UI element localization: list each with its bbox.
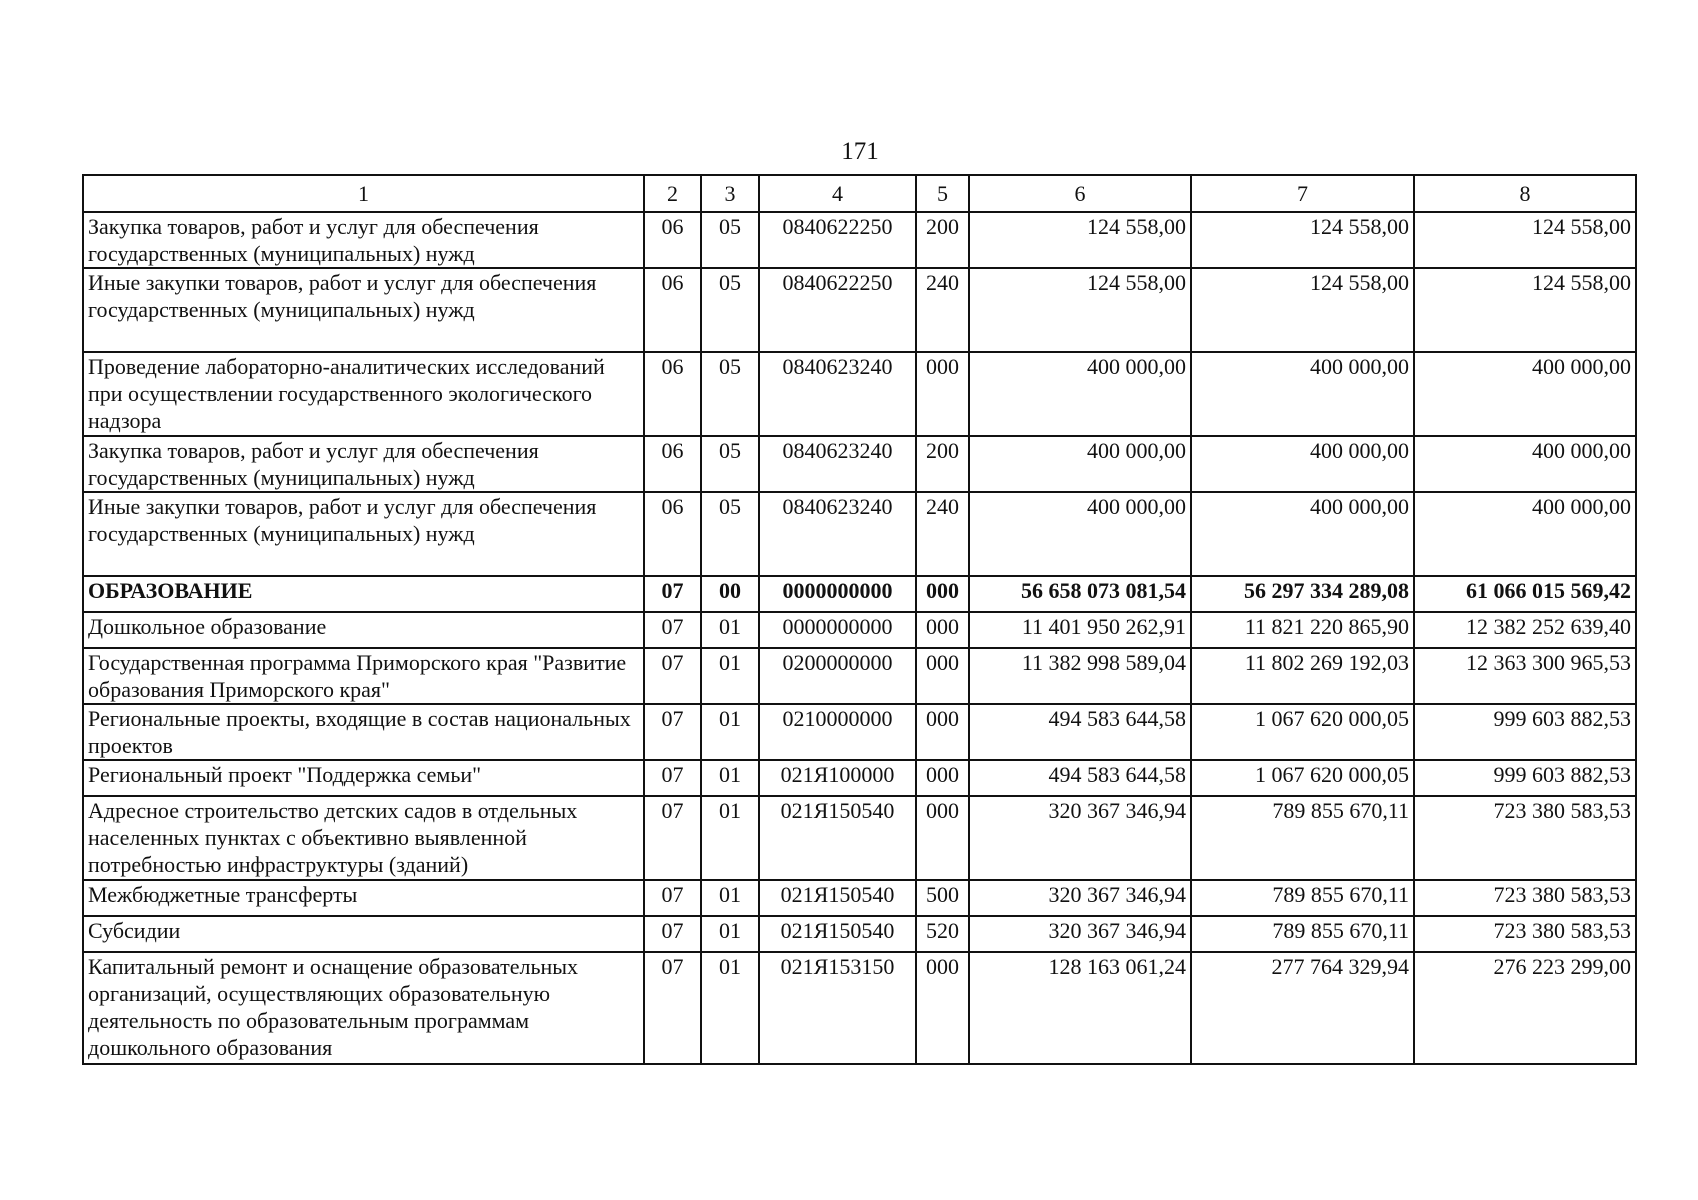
table-row [83, 880, 1636, 916]
target-article-code: 021Я150540 [759, 916, 916, 952]
row-name: Проведение лабораторно-аналитических исследований при осуществлении государственного экологического надзора [83, 352, 644, 436]
expense-type-code: 200 [916, 436, 969, 492]
row-name: Дошкольное образование [83, 612, 644, 648]
target-article-code: 021Я150540 [759, 796, 916, 880]
table-row [83, 952, 1636, 1064]
expense-type-code: 000 [916, 760, 969, 796]
row-name: Региональные проекты, входящие в состав национальных проектов [83, 704, 644, 760]
subsection-code: 01 [701, 880, 759, 916]
target-article-code: 0840623240 [759, 352, 916, 436]
amount-col-7: 124 558,00 [1191, 212, 1414, 268]
expense-type-code: 000 [916, 648, 969, 704]
section-code: 06 [644, 268, 701, 352]
section-code: 07 [644, 576, 701, 612]
amount-col-8: 723 380 583,53 [1414, 880, 1636, 916]
amount-col-7: 11 802 269 192,03 [1191, 648, 1414, 704]
row-name: Государственная программа Приморского края "Развитие образования Приморского края" [83, 648, 644, 704]
subsection-code: 01 [701, 704, 759, 760]
target-article-code: 0840622250 [759, 268, 916, 352]
amount-col-7: 277 764 329,94 [1191, 952, 1414, 1064]
expense-type-code: 240 [916, 268, 969, 352]
column-header-2: 2 [644, 175, 701, 212]
amount-col-7: 124 558,00 [1191, 268, 1414, 352]
amount-col-8: 400 000,00 [1414, 352, 1636, 436]
expense-type-code: 000 [916, 704, 969, 760]
row-name: Закупка товаров, работ и услуг для обеспечения государственных (муниципальных) нужд [83, 212, 644, 268]
amount-col-8: 723 380 583,53 [1414, 796, 1636, 880]
target-article-code: 0840623240 [759, 492, 916, 576]
amount-col-7: 1 067 620 000,05 [1191, 760, 1414, 796]
section-code: 06 [644, 492, 701, 576]
amount-col-8: 723 380 583,53 [1414, 916, 1636, 952]
amount-col-7: 789 855 670,11 [1191, 880, 1414, 916]
expense-type-code: 000 [916, 796, 969, 880]
subsection-code: 00 [701, 576, 759, 612]
target-article-code: 0200000000 [759, 648, 916, 704]
section-code: 07 [644, 952, 701, 1064]
column-header-1: 1 [83, 175, 644, 212]
column-header-8: 8 [1414, 175, 1636, 212]
expense-type-code: 520 [916, 916, 969, 952]
section-code: 06 [644, 352, 701, 436]
table-row [83, 436, 1636, 492]
section-code: 07 [644, 612, 701, 648]
budget-table [82, 174, 1637, 1065]
amount-col-6: 320 367 346,94 [969, 880, 1191, 916]
table-row [83, 212, 1636, 268]
page-number: 171 [841, 138, 879, 165]
row-name: Закупка товаров, работ и услуг для обеспечения государственных (муниципальных) нужд [83, 436, 644, 492]
subsection-code: 05 [701, 492, 759, 576]
expense-type-code: 240 [916, 492, 969, 576]
amount-col-6: 128 163 061,24 [969, 952, 1191, 1064]
amount-col-8: 12 382 252 639,40 [1414, 612, 1636, 648]
amount-col-6: 494 583 644,58 [969, 704, 1191, 760]
amount-col-8: 61 066 015 569,42 [1414, 576, 1636, 612]
row-name: Иные закупки товаров, работ и услуг для обеспечения государственных (муниципальных) нужд [83, 268, 644, 352]
table-row [83, 268, 1636, 352]
subsection-code: 01 [701, 952, 759, 1064]
section-code: 07 [644, 796, 701, 880]
table-row [83, 576, 1636, 612]
column-header-3: 3 [701, 175, 759, 212]
subsection-code: 05 [701, 436, 759, 492]
target-article-code: 021Я153150 [759, 952, 916, 1064]
table-row [83, 704, 1636, 760]
section-code: 07 [644, 760, 701, 796]
amount-col-8: 400 000,00 [1414, 436, 1636, 492]
column-header-6: 6 [969, 175, 1191, 212]
header-row [83, 175, 1636, 212]
subsection-code: 01 [701, 796, 759, 880]
amount-col-8: 999 603 882,53 [1414, 704, 1636, 760]
expense-type-code: 500 [916, 880, 969, 916]
amount-col-6: 11 382 998 589,04 [969, 648, 1191, 704]
amount-col-6: 56 658 073 081,54 [969, 576, 1191, 612]
subsection-code: 01 [701, 612, 759, 648]
row-name: ОБРАЗОВАНИЕ [83, 576, 644, 612]
column-header-4: 4 [759, 175, 916, 212]
amount-col-8: 400 000,00 [1414, 492, 1636, 576]
amount-col-6: 494 583 644,58 [969, 760, 1191, 796]
row-name: Субсидии [83, 916, 644, 952]
amount-col-8: 999 603 882,53 [1414, 760, 1636, 796]
amount-col-7: 400 000,00 [1191, 492, 1414, 576]
row-name: Региональный проект "Поддержка семьи" [83, 760, 644, 796]
amount-col-6: 400 000,00 [969, 492, 1191, 576]
expense-type-code: 000 [916, 352, 969, 436]
section-code: 07 [644, 880, 701, 916]
amount-col-6: 320 367 346,94 [969, 916, 1191, 952]
target-article-code: 0210000000 [759, 704, 916, 760]
section-code: 06 [644, 436, 701, 492]
amount-col-7: 789 855 670,11 [1191, 916, 1414, 952]
target-article-code: 021Я100000 [759, 760, 916, 796]
table-row [83, 648, 1636, 704]
subsection-code: 01 [701, 648, 759, 704]
table-row [83, 352, 1636, 436]
row-name: Межбюджетные трансферты [83, 880, 644, 916]
expense-type-code: 000 [916, 612, 969, 648]
amount-col-7: 1 067 620 000,05 [1191, 704, 1414, 760]
target-article-code: 0000000000 [759, 576, 916, 612]
target-article-code: 0840623240 [759, 436, 916, 492]
column-header-5: 5 [916, 175, 969, 212]
amount-col-6: 124 558,00 [969, 268, 1191, 352]
amount-col-6: 400 000,00 [969, 436, 1191, 492]
table-row [83, 796, 1636, 880]
expense-type-code: 000 [916, 576, 969, 612]
amount-col-8: 12 363 300 965,53 [1414, 648, 1636, 704]
target-article-code: 0840622250 [759, 212, 916, 268]
section-code: 07 [644, 704, 701, 760]
amount-col-6: 11 401 950 262,91 [969, 612, 1191, 648]
target-article-code: 0000000000 [759, 612, 916, 648]
amount-col-8: 276 223 299,00 [1414, 952, 1636, 1064]
table-row [83, 760, 1636, 796]
row-name: Капитальный ремонт и оснащение образовательных организаций, осуществляющих образовательную деятельность по образовательным программам дошкольного образования [83, 952, 644, 1064]
table-row [83, 612, 1636, 648]
section-code: 07 [644, 916, 701, 952]
amount-col-7: 789 855 670,11 [1191, 796, 1414, 880]
amount-col-7: 400 000,00 [1191, 352, 1414, 436]
target-article-code: 021Я150540 [759, 880, 916, 916]
row-name: Адресное строительство детских садов в отдельных населенных пунктах с объективно выявленной потребностью инфраструктуры (зданий) [83, 796, 644, 880]
amount-col-6: 124 558,00 [969, 212, 1191, 268]
table-row [83, 916, 1636, 952]
expense-type-code: 200 [916, 212, 969, 268]
amount-col-8: 124 558,00 [1414, 212, 1636, 268]
column-header-7: 7 [1191, 175, 1414, 212]
subsection-code: 05 [701, 212, 759, 268]
subsection-code: 01 [701, 916, 759, 952]
table-row [83, 492, 1636, 576]
amount-col-7: 11 821 220 865,90 [1191, 612, 1414, 648]
section-code: 06 [644, 212, 701, 268]
subsection-code: 05 [701, 352, 759, 436]
amount-col-7: 56 297 334 289,08 [1191, 576, 1414, 612]
expense-type-code: 000 [916, 952, 969, 1064]
subsection-code: 01 [701, 760, 759, 796]
section-code: 07 [644, 648, 701, 704]
subsection-code: 05 [701, 268, 759, 352]
amount-col-8: 124 558,00 [1414, 268, 1636, 352]
amount-col-6: 400 000,00 [969, 352, 1191, 436]
row-name: Иные закупки товаров, работ и услуг для обеспечения государственных (муниципальных) нужд [83, 492, 644, 576]
amount-col-7: 400 000,00 [1191, 436, 1414, 492]
amount-col-6: 320 367 346,94 [969, 796, 1191, 880]
